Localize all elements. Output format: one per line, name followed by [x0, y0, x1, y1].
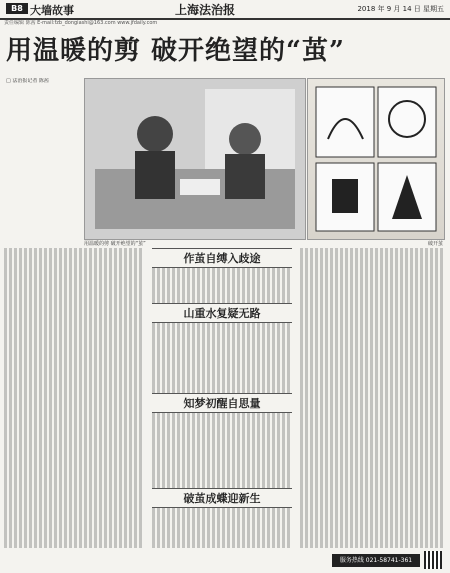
qr-code-icon: [424, 551, 442, 569]
subhead-2: 山重水复疑无路: [152, 303, 292, 323]
hotline: 服务热线 021-58741-361: [332, 554, 420, 567]
photo-officers: [84, 78, 306, 240]
masthead: [0, 0, 450, 20]
photo-caption-right: 破开茧: [427, 241, 443, 247]
subhead-3: 知梦初醒自思量: [152, 393, 292, 413]
headline: 用温暖的剪 破开绝望的“茧”: [6, 36, 345, 66]
credits-line: 责任编辑 陈茜 E-mail:fzb_dongiashi@163.com www.jfdaily.com: [4, 20, 158, 26]
column-3: [300, 248, 444, 548]
reporter-line: □ 法治报记者 陈茜: [6, 78, 49, 84]
photo-papercut: [307, 78, 445, 240]
article-body: [4, 248, 444, 548]
section-title: 大墙故事: [30, 4, 74, 17]
subhead-1: 作茧自缚入歧途: [152, 248, 292, 268]
section-tag: B8: [6, 3, 28, 14]
byline: [6, 78, 78, 228]
subhead-4: 破茧成蝶迎新生: [152, 488, 292, 508]
column-1: [4, 248, 144, 548]
issue-date: 2018 年 9 月 14 日 星期五: [357, 5, 444, 13]
photo-caption-left: 用温暖的剪 破开绝望的“茧”: [84, 241, 146, 247]
footer: [0, 549, 450, 573]
newspaper-brand: 上海法治报: [175, 3, 236, 17]
